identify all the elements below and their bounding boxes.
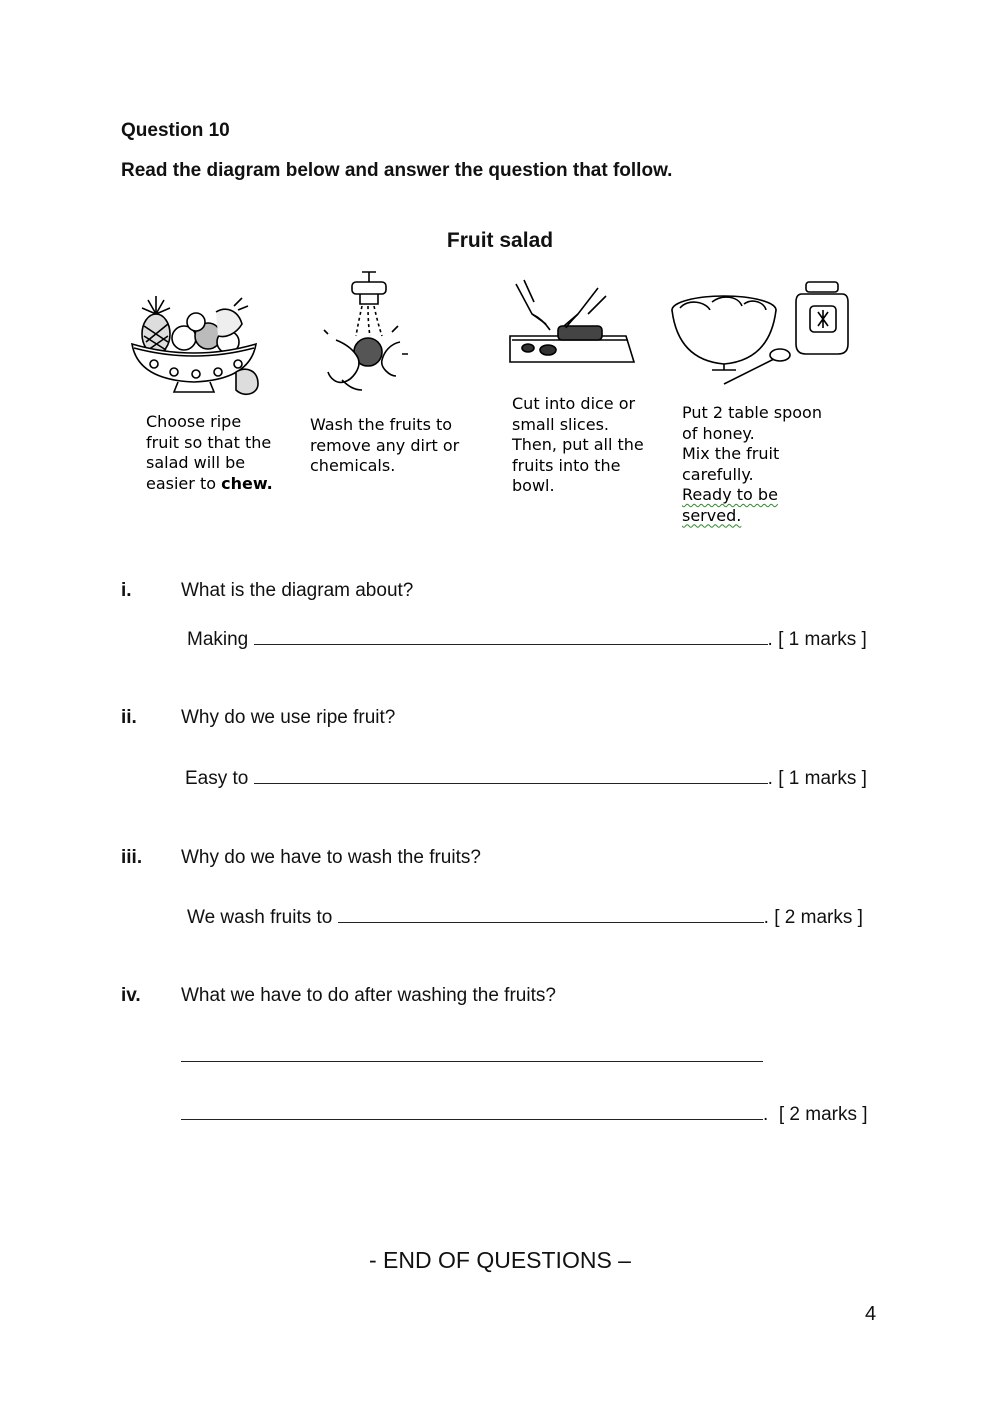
- question-number: ii.: [121, 707, 137, 728]
- fruit-basket-icon: [124, 292, 264, 400]
- question-heading: Question 10: [121, 120, 230, 141]
- question-text: Why do we have to wash the fruits?: [181, 847, 481, 868]
- question-number: iv.: [121, 985, 141, 1006]
- caption-line: carefully.: [682, 464, 754, 484]
- caption-line: salad will be: [146, 453, 246, 472]
- caption-line: Wash the fruits to: [310, 415, 453, 434]
- caption-line: Cut into dice or: [512, 394, 636, 413]
- answer-line-3: [187, 904, 863, 929]
- caption-line: Mix the fruit: [682, 444, 780, 463]
- marks-label: . [ 1 marks ]: [767, 768, 867, 789]
- caption-line: bowl.: [512, 476, 555, 495]
- caption-line: Choose ripe: [146, 412, 242, 431]
- answer-line-1: [187, 626, 867, 651]
- answer-line-4a: [181, 1043, 763, 1068]
- answer-prefix: Easy to: [185, 768, 249, 789]
- answer-line-4b: [181, 1101, 868, 1126]
- caption-line: chemicals.: [310, 456, 396, 475]
- caption-line: fruit so that the: [146, 432, 272, 452]
- caption-line: Ready to be: [682, 485, 778, 504]
- answer-line-2: [185, 765, 867, 790]
- step-2-caption: [310, 415, 459, 477]
- end-of-questions: - END OF QUESTIONS –: [369, 1247, 631, 1273]
- answer-blank[interactable]: [254, 626, 768, 645]
- question-instruction: Read the diagram below and answer the question that follow.: [121, 160, 673, 181]
- question-text: What is the diagram about?: [181, 580, 414, 601]
- caption-text: easier to: [146, 473, 222, 493]
- caption-emphasis: chew.: [221, 473, 273, 493]
- tap-washing-icon: [322, 268, 412, 400]
- cutting-board-icon: [502, 276, 636, 368]
- page-number: 4: [865, 1303, 877, 1325]
- question-number: iii.: [121, 847, 143, 868]
- question-number: i.: [121, 580, 132, 601]
- marks-label: . [ 2 marks ]: [763, 1104, 868, 1125]
- caption-line: Then, put all the: [512, 435, 644, 454]
- answer-blank[interactable]: [254, 765, 768, 784]
- diagram-title: Fruit salad: [446, 229, 554, 252]
- caption-line: Put 2 table spoon: [682, 403, 822, 422]
- marks-label: . [ 1 marks ]: [767, 629, 867, 650]
- answer-prefix: We wash fruits to: [187, 907, 333, 928]
- step-3-caption: [512, 394, 644, 497]
- answer-prefix: Making: [187, 629, 249, 650]
- answer-blank[interactable]: [338, 904, 764, 923]
- step-4-caption: [682, 403, 822, 526]
- marks-label: . [ 2 marks ]: [763, 907, 863, 928]
- bowl-and-honey-jar-icon: [668, 278, 864, 390]
- question-text: Why do we use ripe fruit?: [181, 707, 396, 728]
- caption-line: served.: [682, 505, 742, 525]
- answer-blank[interactable]: [181, 1043, 763, 1062]
- question-text: What we have to do after washing the fruits?: [181, 985, 556, 1006]
- answer-blank[interactable]: [181, 1101, 763, 1120]
- step-1-caption: [146, 412, 273, 494]
- caption-line: fruits into the: [512, 455, 621, 475]
- caption-line: of honey.: [682, 423, 755, 443]
- caption-line: small slices.: [512, 414, 609, 434]
- caption-line: remove any dirt or: [310, 435, 460, 455]
- caption-line: [146, 474, 273, 495]
